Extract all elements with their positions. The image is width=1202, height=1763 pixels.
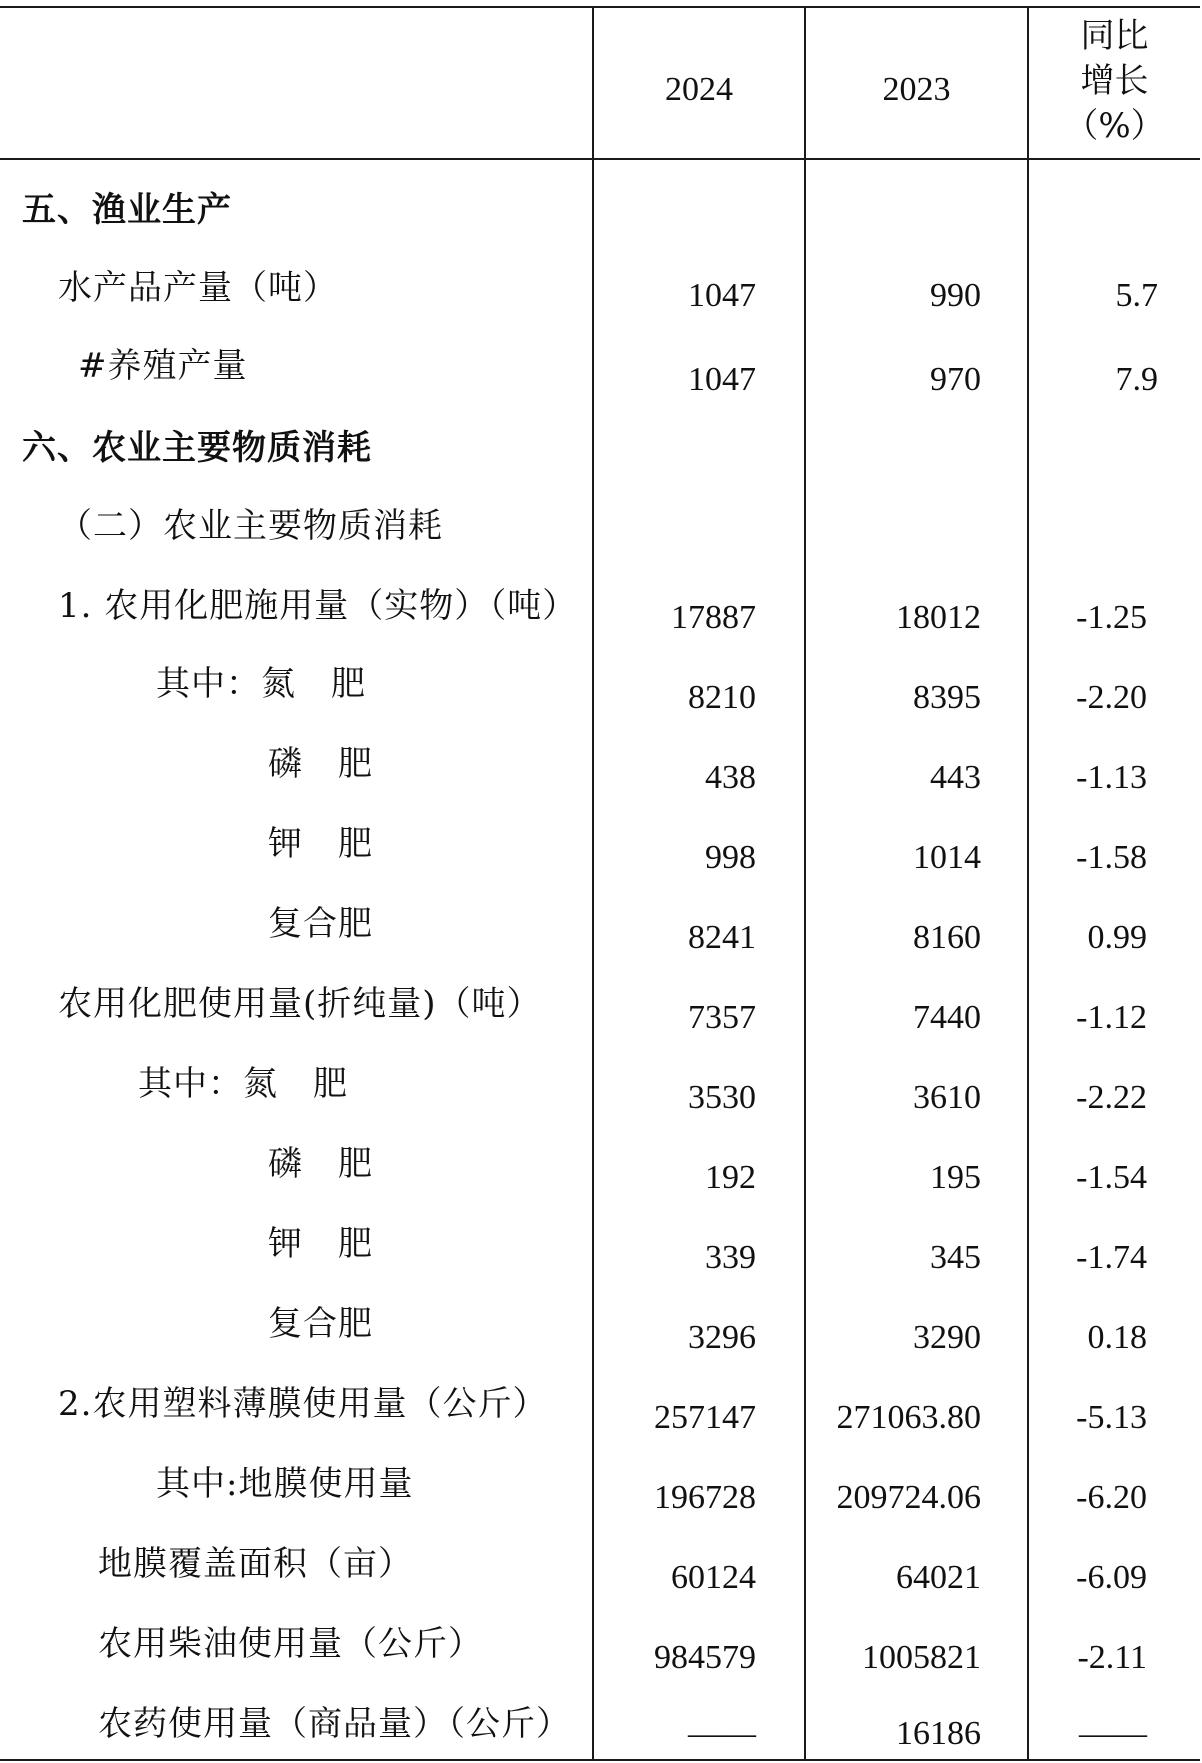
- value-2023: 443: [930, 759, 981, 796]
- header-yoy: [1029, 14, 1200, 149]
- value-yoy: 0.18: [1087, 1319, 1147, 1356]
- value-yoy: -5.13: [1076, 1399, 1147, 1436]
- value-2024: 1047: [688, 277, 756, 314]
- value-yoy: -1.13: [1076, 759, 1147, 796]
- row-label: 农用柴油使用量（公斤）: [98, 1624, 483, 1664]
- row-label: 复合肥: [268, 1304, 373, 1344]
- value-yoy: -1.25: [1076, 599, 1147, 636]
- value-2023: 1014: [913, 839, 981, 876]
- value-yoy: -2.11: [1077, 1639, 1147, 1676]
- row-label: 地膜覆盖面积（亩）: [98, 1544, 413, 1584]
- value-yoy: -6.09: [1076, 1559, 1147, 1596]
- header-yoy-line2: 增长: [1080, 61, 1149, 101]
- row-label: 钾 肥: [268, 1224, 373, 1264]
- header-2023: 2023: [882, 71, 951, 108]
- header-2024: 2024: [665, 71, 733, 108]
- row-label: 五、渔业生产: [22, 190, 232, 230]
- header-bottom-border: [0, 158, 1200, 160]
- row-label: （二）农业主要物质消耗: [58, 506, 443, 546]
- statistics-table: [0, 6, 1200, 1761]
- value-yoy: 7.9: [1115, 361, 1158, 398]
- value-2024: 438: [705, 759, 756, 796]
- table-top-border: [0, 6, 1200, 8]
- value-2024: 8210: [688, 679, 756, 716]
- row-label: 其中:地膜使用量: [156, 1464, 414, 1504]
- value-2024: 17887: [671, 599, 756, 636]
- value-2024: 257147: [654, 1399, 756, 1436]
- value-2024: 984579: [654, 1639, 756, 1676]
- value-2024: ——: [688, 1715, 756, 1752]
- value-yoy: -1.58: [1076, 839, 1147, 876]
- header-yoy-line1: 同比: [1080, 16, 1149, 56]
- row-label: 水产品产量（吨）: [58, 268, 338, 308]
- value-2023: 3610: [913, 1079, 981, 1116]
- value-2023: 209724.06: [836, 1479, 981, 1516]
- value-yoy: -1.74: [1076, 1239, 1147, 1276]
- value-2024: 7357: [688, 999, 756, 1036]
- value-2023: 16186: [896, 1715, 981, 1752]
- value-2023: 970: [930, 361, 981, 398]
- header-yoy-line3: （%）: [1064, 106, 1165, 146]
- row-label: 钾 肥: [268, 824, 373, 864]
- value-2023: 64021: [896, 1559, 981, 1596]
- value-2023: 3290: [913, 1319, 981, 1356]
- value-yoy: 0.99: [1087, 919, 1147, 956]
- value-2024: 196728: [654, 1479, 756, 1516]
- row-label: 2.农用塑料薄膜使用量（公斤）: [58, 1384, 548, 1424]
- row-label: 农药使用量（商品量）（公斤）: [98, 1704, 571, 1744]
- value-2024: 60124: [671, 1559, 756, 1596]
- value-yoy: ——: [1079, 1715, 1147, 1752]
- value-2023: 990: [930, 277, 981, 314]
- value-2023: 7440: [913, 999, 981, 1036]
- table-bottom-border: [0, 1759, 1200, 1761]
- value-yoy: -2.20: [1076, 679, 1147, 716]
- row-label: 六、农业主要物质消耗: [22, 428, 372, 468]
- value-2023: 345: [930, 1239, 981, 1276]
- value-2024: 998: [705, 839, 756, 876]
- row-label: 其中：氮 肥: [156, 664, 366, 704]
- value-2023: 271063.80: [836, 1399, 981, 1436]
- row-label: 磷 肥: [268, 744, 373, 784]
- row-label: #养殖产量: [78, 346, 248, 386]
- row-label: 农用化肥使用量(折纯量)（吨）: [58, 984, 542, 1024]
- value-2024: 3296: [688, 1319, 756, 1356]
- value-2023: 8395: [913, 679, 981, 716]
- value-2023: 1005821: [862, 1639, 981, 1676]
- value-2024: 339: [705, 1239, 756, 1276]
- value-2024: 3530: [688, 1079, 756, 1116]
- value-yoy: -1.54: [1076, 1159, 1147, 1196]
- row-label: 其中：氮 肥: [138, 1064, 348, 1104]
- value-2024: 1047: [688, 361, 756, 398]
- row-label: 1. 农用化肥施用量（实物）（吨）: [58, 586, 578, 626]
- row-label: 磷 肥: [268, 1144, 373, 1184]
- row-label: 复合肥: [268, 904, 373, 944]
- value-yoy: 5.7: [1115, 277, 1158, 314]
- value-2023: 195: [930, 1159, 981, 1196]
- value-2023: 8160: [913, 919, 981, 956]
- value-2024: 192: [705, 1159, 756, 1196]
- value-yoy: -1.12: [1076, 999, 1147, 1036]
- value-2024: 8241: [688, 919, 756, 956]
- value-yoy: -6.20: [1076, 1479, 1147, 1516]
- value-yoy: -2.22: [1076, 1079, 1147, 1116]
- value-2023: 18012: [896, 599, 981, 636]
